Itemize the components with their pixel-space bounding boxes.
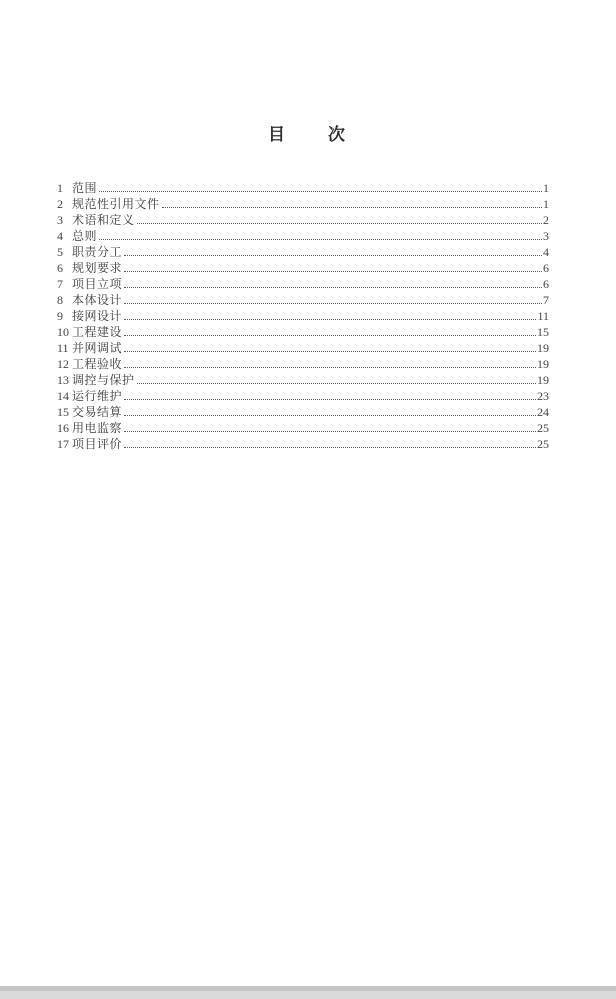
toc-entry <box>57 324 549 340</box>
toc-entry-page: 4 <box>543 245 549 259</box>
toc-entry <box>57 292 549 308</box>
toc-entry-page: 11 <box>537 309 549 323</box>
toc-entry-page: 23 <box>537 389 549 403</box>
dot-leader <box>124 255 542 256</box>
toc-entry <box>57 212 549 228</box>
toc-entry <box>57 260 549 276</box>
toc-entry <box>57 372 549 388</box>
dot-leader <box>99 239 542 240</box>
toc-entry <box>57 180 549 196</box>
toc-entry-number: 5 <box>57 245 63 259</box>
toc-entry-title: 工程建设 <box>72 325 123 339</box>
toc-entry-title: 工程验收 <box>72 357 123 371</box>
toc-entry-number: 16 <box>57 421 69 435</box>
toc-entry-title: 项目立项 <box>72 277 123 291</box>
toc-entry-number: 1 <box>57 181 63 195</box>
toc-entry-number: 7 <box>57 277 63 291</box>
dot-leader <box>124 447 536 448</box>
toc-entry-number: 6 <box>57 261 63 275</box>
toc-entry <box>57 308 549 324</box>
toc-list <box>57 180 549 452</box>
toc-entry-title: 调控与保护 <box>72 373 135 387</box>
toc-entry-number: 17 <box>57 437 69 451</box>
toc-entry-number: 13 <box>57 373 69 387</box>
toc-entry <box>57 356 549 372</box>
toc-entry-page: 24 <box>537 405 549 419</box>
toc-entry-page: 1 <box>543 181 549 195</box>
toc-entry <box>57 276 549 292</box>
toc-entry-page: 2 <box>543 213 549 227</box>
dot-leader <box>124 415 536 416</box>
dot-leader <box>124 399 536 400</box>
toc-entry-page: 15 <box>537 325 549 339</box>
document-page <box>0 125 616 999</box>
toc-entry-number: 14 <box>57 389 69 403</box>
toc-entry-page: 6 <box>543 277 549 291</box>
toc-entry-number: 3 <box>57 213 63 227</box>
toc-entry <box>57 228 549 244</box>
toc-entry <box>57 340 549 356</box>
toc-entry-page: 25 <box>537 421 549 435</box>
dot-leader <box>99 191 542 192</box>
toc-entry-title: 规范性引用文件 <box>72 197 160 211</box>
page-bottom-edge <box>0 991 616 999</box>
toc-entry-title: 职责分工 <box>72 245 123 259</box>
toc-entry-title: 范围 <box>72 181 98 195</box>
toc-entry-page: 1 <box>543 197 549 211</box>
toc-entry-number: 4 <box>57 229 63 243</box>
toc-entry <box>57 436 549 452</box>
toc-entry-title: 本体设计 <box>72 293 123 307</box>
dot-leader <box>124 319 536 320</box>
toc-entry-page: 6 <box>543 261 549 275</box>
toc-entry <box>57 404 549 420</box>
toc-entry-number: 11 <box>57 341 69 355</box>
toc-entry-number: 9 <box>57 309 63 323</box>
toc-entry-page: 19 <box>537 373 549 387</box>
toc-entry <box>57 244 549 260</box>
toc-entry-number: 15 <box>57 405 69 419</box>
dot-leader <box>124 431 536 432</box>
dot-leader <box>124 287 542 288</box>
toc-entry-number: 2 <box>57 197 63 211</box>
toc-entry-page: 7 <box>543 293 549 307</box>
toc-entry-title: 运行维护 <box>72 389 123 403</box>
dot-leader <box>124 303 542 304</box>
toc-heading: 目 次 <box>268 125 348 144</box>
dot-leader <box>124 367 536 368</box>
toc-entry-number: 12 <box>57 357 69 371</box>
toc-entry-title: 并网调试 <box>72 341 123 355</box>
dot-leader <box>162 207 542 208</box>
dot-leader <box>124 271 542 272</box>
toc-entry-page: 3 <box>543 229 549 243</box>
toc-entry <box>57 420 549 436</box>
toc-entry-title: 交易结算 <box>72 405 123 419</box>
toc-entry-number: 10 <box>57 325 69 339</box>
toc-entry-title: 规划要求 <box>72 261 123 275</box>
toc-entry <box>57 388 549 404</box>
dot-leader <box>124 335 536 336</box>
toc-entry-title: 术语和定义 <box>72 213 135 227</box>
dot-leader <box>124 351 536 352</box>
toc-entry-page: 19 <box>537 341 549 355</box>
toc-entry <box>57 196 549 212</box>
toc-entry-page: 25 <box>537 437 549 451</box>
dot-leader <box>137 383 536 384</box>
toc-entry-title: 总则 <box>72 229 98 243</box>
toc-entry-title: 用电监察 <box>72 421 123 435</box>
toc-entry-number: 8 <box>57 293 63 307</box>
toc-entry-title: 项目评价 <box>72 437 123 451</box>
dot-leader <box>137 223 542 224</box>
toc-entry-page: 19 <box>537 357 549 371</box>
toc-entry-title: 接网设计 <box>72 309 123 323</box>
